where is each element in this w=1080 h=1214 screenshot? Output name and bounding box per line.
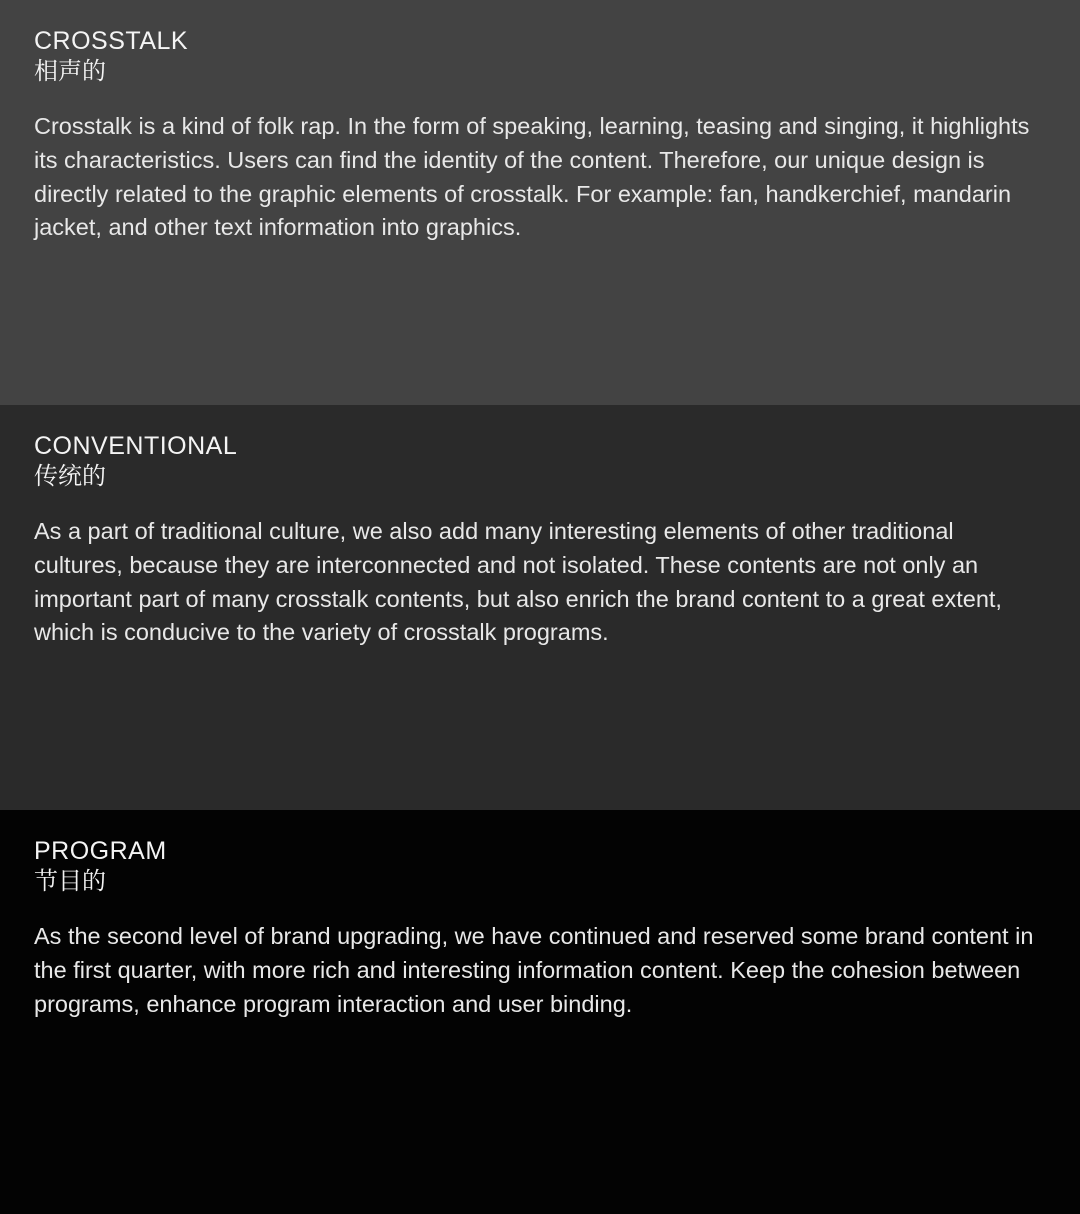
section-title-en: CONVENTIONAL [34,432,238,460]
section-conventional [0,405,1080,810]
section-body: As the second level of brand upgrading, we have continued and reserved some brand content in the first quarter, with more rich and interesting information content. Keep the cohesion between programs, enhance program interaction and user binding. [34,923,1034,1017]
section-title-zh: 节目的 [34,867,106,895]
section-crosstalk [0,0,1080,405]
section-program [0,810,1080,1214]
section-title-zh: 传统的 [34,462,106,490]
section-body: As a part of traditional culture, we also add many interesting elements of other traditional cultures, because they are interconnected and not isolated. These contents are not only an important part of many crosstalk contents, but also enrich the brand content to a great extent, which is conducive to the variety of crosstalk programs. [34,518,1002,646]
section-title-zh: 相声的 [34,57,106,85]
section-title-en: PROGRAM [34,837,167,865]
section-title-en: CROSSTALK [34,27,189,55]
section-body: Crosstalk is a kind of folk rap. In the form of speaking, learning, teasing and singing, it highlights its characteristics. Users can find the identity of the content. Therefore, our unique design is directly related to the graphic elements of crosstalk. For example: fan, handkerchief, mandarin jacket, and other text information into graphics. [34,113,1030,241]
